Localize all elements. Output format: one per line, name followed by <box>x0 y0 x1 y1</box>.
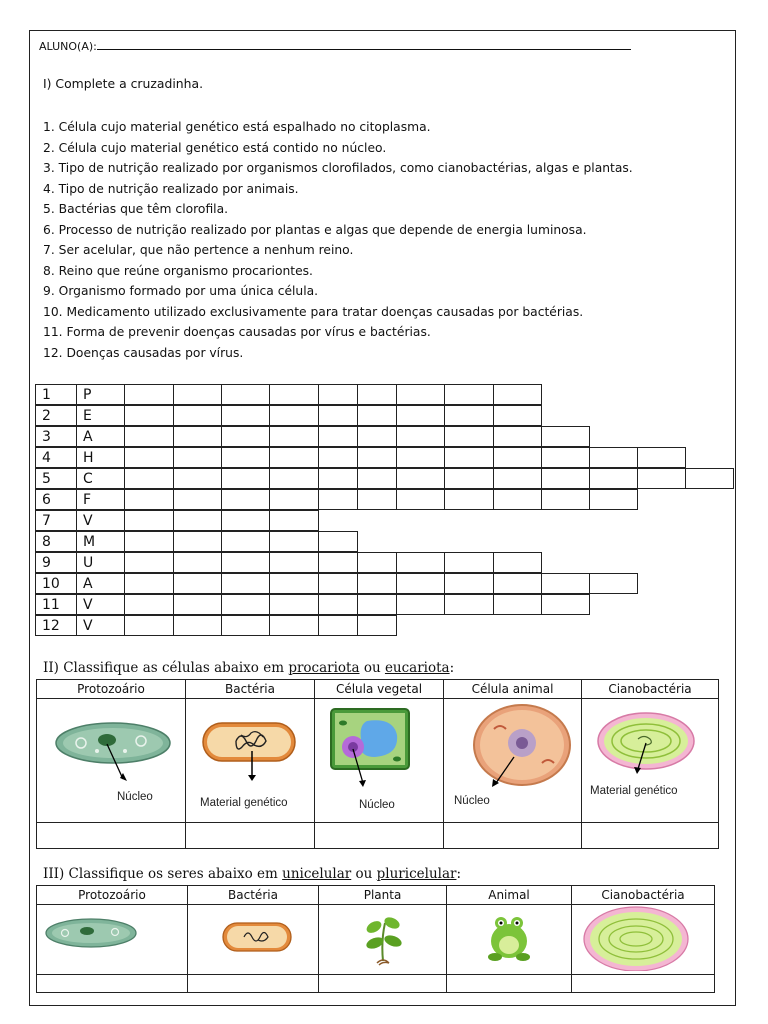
answer-letter-cell[interactable] <box>124 552 174 573</box>
answer-letter-cell[interactable] <box>589 447 638 468</box>
header-cianobacteria: Cianobactéria <box>582 680 719 699</box>
first-letter-cell: H <box>76 447 125 468</box>
answer-letter-cell[interactable] <box>221 573 270 594</box>
section3-title <box>43 866 461 882</box>
section2-title-text: II) Classifique as células abaixo em <box>43 660 289 676</box>
answer-letter-cell[interactable] <box>396 426 445 447</box>
answer-letter-cell[interactable] <box>269 405 319 426</box>
bacteria-genetic-material-label: Material genético <box>200 797 288 809</box>
clue-number-cell: 2 <box>35 405 77 426</box>
answer-letter-cell[interactable] <box>541 594 590 615</box>
first-letter-cell: U <box>76 552 125 573</box>
answer-letter-cell[interactable] <box>493 426 542 447</box>
header-celula-animal: Célula animal <box>444 680 582 699</box>
answer-letter-cell[interactable] <box>221 468 270 489</box>
plant-image-cell <box>319 905 447 975</box>
answer-letter-cell[interactable] <box>493 447 542 468</box>
clue-number-cell: 6 <box>35 489 77 510</box>
answer-letter-cell[interactable] <box>221 384 270 405</box>
answer-letter-cell[interactable] <box>269 489 319 510</box>
clue-item: 8. Reino que reúne organismo procariontes. <box>43 263 313 278</box>
bacteria-image-cell <box>186 699 315 823</box>
answer-letter-cell[interactable] <box>269 573 319 594</box>
answer-letter-cell[interactable] <box>124 615 174 636</box>
header-celula-vegetal: Célula vegetal <box>315 680 444 699</box>
answer-letter-cell[interactable] <box>493 552 542 573</box>
answer-letter-cell[interactable] <box>269 510 319 531</box>
answer-cell-celula-vegetal[interactable] <box>315 823 444 849</box>
answer-letter-cell[interactable] <box>124 573 174 594</box>
answer-letter-cell[interactable] <box>541 426 590 447</box>
answer-letter-cell[interactable] <box>269 426 319 447</box>
answer-letter-cell[interactable] <box>396 384 445 405</box>
clue-list <box>43 117 633 363</box>
student-name-line[interactable] <box>97 39 631 50</box>
answer-letter-cell[interactable] <box>124 489 174 510</box>
first-letter-cell: V <box>76 615 125 636</box>
first-letter-cell: A <box>76 573 125 594</box>
protozoan-image-cell <box>37 699 186 823</box>
section3-suffix: : <box>456 866 462 882</box>
answer-letter-cell[interactable] <box>357 573 397 594</box>
first-letter-cell: A <box>76 426 125 447</box>
plant-cell-image-cell <box>315 699 444 823</box>
answer-letter-cell[interactable] <box>444 405 494 426</box>
clue-number-cell: 10 <box>35 573 77 594</box>
answer-letter-cell[interactable] <box>124 468 174 489</box>
header-protozoario: Protozoário <box>37 886 188 905</box>
answer-letter-cell[interactable] <box>173 405 222 426</box>
header-cianobacteria: Cianobactéria <box>572 886 715 905</box>
answer-letter-cell[interactable] <box>318 615 358 636</box>
answer-letter-cell[interactable] <box>637 447 686 468</box>
answer-letter-cell[interactable] <box>444 447 494 468</box>
answer-letter-cell[interactable] <box>444 384 494 405</box>
answer-letter-cell[interactable] <box>444 594 494 615</box>
header-bacteria: Bactéria <box>188 886 319 905</box>
clue-item: 12. Doenças causadas por vírus. <box>43 345 244 360</box>
answer-letter-cell[interactable] <box>269 531 319 552</box>
clue-item: 7. Ser acelular, que não pertence a nenhum reino. <box>43 243 354 257</box>
answer-letter-cell[interactable] <box>357 468 397 489</box>
answer-letter-cell[interactable] <box>444 468 494 489</box>
answer-cell-protozoario[interactable] <box>37 975 188 993</box>
answer-cell-cianobacteria[interactable] <box>582 823 719 849</box>
answer-letter-cell[interactable] <box>357 384 397 405</box>
cyanobacteria-image-cell <box>572 905 715 975</box>
section3-title-text: III) Classifique os seres abaixo em <box>43 866 283 882</box>
cyanobacteria-illustration <box>582 699 718 819</box>
student-name-field[interactable] <box>39 39 631 53</box>
answer-letter-cell[interactable] <box>589 573 638 594</box>
plant-illustration <box>319 905 446 971</box>
clue-item: 3. Tipo de nutrição realizado por organismos clorofilados, como cianobactérias, algas e plantas. <box>43 161 633 175</box>
protozoan-illustration <box>37 905 187 971</box>
clue-item: 10. Medicamento utilizado exclusivamente para tratar doenças causadas por bactérias. <box>43 304 584 319</box>
protozoan-nucleus-label: Núcleo <box>117 791 153 803</box>
answer-letter-cell[interactable] <box>589 468 638 489</box>
clue-item: 6. Processo de nutrição realizado por plantas e algas que depende de energia luminosa. <box>43 222 587 237</box>
section2-title <box>43 660 454 676</box>
answer-letter-cell[interactable] <box>493 405 542 426</box>
clue-item: 9. Organismo formado por uma única célula. <box>43 284 319 298</box>
answer-letter-cell[interactable] <box>318 594 358 615</box>
answer-letter-cell[interactable] <box>493 384 542 405</box>
answer-letter-cell[interactable] <box>541 489 590 510</box>
organism-classification-table <box>36 885 715 993</box>
frog-illustration <box>447 905 571 971</box>
answer-letter-cell[interactable] <box>173 447 222 468</box>
answer-letter-cell[interactable] <box>221 615 270 636</box>
clue-item: 4. Tipo de nutrição realizado por animais. <box>43 181 299 196</box>
first-letter-cell: C <box>76 468 125 489</box>
protozoan-illustration <box>37 699 185 819</box>
answer-letter-cell[interactable] <box>124 447 174 468</box>
answer-letter-cell[interactable] <box>357 594 397 615</box>
answer-letter-cell[interactable] <box>357 426 397 447</box>
first-letter-cell: V <box>76 510 125 531</box>
answer-letter-cell[interactable] <box>221 405 270 426</box>
answer-letter-cell[interactable] <box>318 468 358 489</box>
answer-letter-cell[interactable] <box>221 426 270 447</box>
answer-letter-cell[interactable] <box>357 447 397 468</box>
answer-letter-cell[interactable] <box>357 405 397 426</box>
student-name-label: ALUNO(A): <box>39 40 97 53</box>
answer-letter-cell[interactable] <box>444 552 494 573</box>
answer-letter-cell[interactable] <box>318 405 358 426</box>
answer-letter-cell[interactable] <box>221 594 270 615</box>
answer-letter-cell[interactable] <box>124 405 174 426</box>
animal-cell-nucleus-label: Núcleo <box>454 795 490 807</box>
answer-letter-cell[interactable] <box>269 447 319 468</box>
answer-letter-cell[interactable] <box>173 489 222 510</box>
cyanobacteria-image-cell <box>582 699 719 823</box>
answer-letter-cell[interactable] <box>173 510 222 531</box>
header-animal: Animal <box>447 886 572 905</box>
cell-classification-table <box>36 679 719 849</box>
option-eucariota: eucariota <box>384 660 450 676</box>
answer-letter-cell[interactable] <box>221 510 270 531</box>
option-pluricelular: pluricelular <box>376 866 457 882</box>
answer-letter-cell[interactable] <box>396 552 445 573</box>
answer-letter-cell[interactable] <box>173 573 222 594</box>
animal-cell-image-cell <box>444 699 582 823</box>
option-procariota: procariota <box>288 660 360 676</box>
answer-letter-cell[interactable] <box>318 384 358 405</box>
answer-letter-cell[interactable] <box>396 405 445 426</box>
clue-number-cell: 5 <box>35 468 77 489</box>
answer-letter-cell[interactable] <box>173 615 222 636</box>
answer-letter-cell[interactable] <box>396 447 445 468</box>
answer-letter-cell[interactable] <box>396 594 445 615</box>
answer-letter-cell[interactable] <box>357 552 397 573</box>
answer-letter-cell[interactable] <box>685 468 734 489</box>
answer-letter-cell[interactable] <box>541 447 590 468</box>
answer-letter-cell[interactable] <box>318 447 358 468</box>
header-protozoario: Protozoário <box>37 680 186 699</box>
answer-letter-cell[interactable] <box>493 489 542 510</box>
answer-letter-cell[interactable] <box>493 594 542 615</box>
clue-number-cell: 11 <box>35 594 77 615</box>
answer-letter-cell[interactable] <box>589 489 638 510</box>
answer-letter-cell[interactable] <box>444 426 494 447</box>
answer-letter-cell[interactable] <box>493 468 542 489</box>
answer-letter-cell[interactable] <box>173 594 222 615</box>
clue-number-cell: 4 <box>35 447 77 468</box>
clue-number-cell: 7 <box>35 510 77 531</box>
answer-letter-cell[interactable] <box>269 384 319 405</box>
answer-letter-cell[interactable] <box>493 573 542 594</box>
answer-letter-cell[interactable] <box>444 489 494 510</box>
clue-number-cell: 1 <box>35 384 77 405</box>
answer-letter-cell[interactable] <box>221 531 270 552</box>
header-bacteria: Bactéria <box>186 680 315 699</box>
answer-letter-cell[interactable] <box>173 552 222 573</box>
first-letter-cell: M <box>76 531 125 552</box>
clue-number-cell: 8 <box>35 531 77 552</box>
section1-title: I) Complete a cruzadinha. <box>43 76 204 91</box>
answer-cell-cianobacteria[interactable] <box>572 975 715 993</box>
answer-letter-cell[interactable] <box>221 489 270 510</box>
clue-number-cell: 9 <box>35 552 77 573</box>
answer-letter-cell[interactable] <box>124 384 174 405</box>
answer-letter-cell[interactable] <box>396 573 445 594</box>
answer-letter-cell[interactable] <box>318 489 358 510</box>
answer-letter-cell[interactable] <box>637 468 686 489</box>
answer-cell-bacteria[interactable] <box>188 975 319 993</box>
answer-letter-cell[interactable] <box>269 468 319 489</box>
answer-letter-cell[interactable] <box>357 489 397 510</box>
plant-cell-nucleus-label: Núcleo <box>359 799 395 811</box>
first-letter-cell: F <box>76 489 125 510</box>
answer-letter-cell[interactable] <box>173 468 222 489</box>
clue-item: 5. Bactérias que têm clorofila. <box>43 202 229 216</box>
answer-cell-animal[interactable] <box>447 975 572 993</box>
answer-cell-celula-animal[interactable] <box>444 823 582 849</box>
answer-letter-cell[interactable] <box>318 531 358 552</box>
clue-item: 11. Forma de prevenir doenças causadas por vírus e bactérias. <box>43 325 431 339</box>
answer-letter-cell[interactable] <box>173 384 222 405</box>
protozoan-image-cell <box>37 905 188 975</box>
animal-image-cell <box>447 905 572 975</box>
clue-item: 1. Célula cujo material genético está espalhado no citoplasma. <box>43 120 431 134</box>
answer-cell-planta[interactable] <box>319 975 447 993</box>
first-letter-cell: V <box>76 594 125 615</box>
answer-letter-cell[interactable] <box>318 552 358 573</box>
answer-letter-cell[interactable] <box>221 552 270 573</box>
answer-cell-bacteria[interactable] <box>186 823 315 849</box>
answer-cell-protozoario[interactable] <box>37 823 186 849</box>
answer-letter-cell[interactable] <box>221 447 270 468</box>
first-letter-cell: E <box>76 405 125 426</box>
answer-letter-cell[interactable] <box>541 468 590 489</box>
clue-number-cell: 3 <box>35 426 77 447</box>
answer-letter-cell[interactable] <box>396 468 445 489</box>
answer-letter-cell[interactable] <box>124 531 174 552</box>
answer-letter-cell[interactable] <box>396 489 445 510</box>
clue-item: 2. Célula cujo material genético está contido no núcleo. <box>43 140 387 155</box>
section2-connector: ou <box>359 660 385 676</box>
answer-letter-cell[interactable] <box>318 426 358 447</box>
answer-letter-cell[interactable] <box>269 552 319 573</box>
answer-letter-cell[interactable] <box>173 531 222 552</box>
answer-letter-cell[interactable] <box>269 615 319 636</box>
first-letter-cell: P <box>76 384 125 405</box>
answer-letter-cell[interactable] <box>173 426 222 447</box>
section3-connector: ou <box>351 866 377 882</box>
answer-letter-cell[interactable] <box>541 573 590 594</box>
answer-letter-cell[interactable] <box>124 594 174 615</box>
answer-letter-cell[interactable] <box>124 510 174 531</box>
clue-number-cell: 12 <box>35 615 77 636</box>
answer-letter-cell[interactable] <box>269 594 319 615</box>
answer-letter-cell[interactable] <box>124 426 174 447</box>
bacteria-image-cell <box>188 905 319 975</box>
bacteria-illustration <box>188 905 318 971</box>
cyanobacteria-genetic-material-label: Material genético <box>590 785 678 797</box>
section2-suffix: : <box>449 660 455 676</box>
answer-letter-cell[interactable] <box>357 615 397 636</box>
answer-letter-cell[interactable] <box>444 573 494 594</box>
answer-letter-cell[interactable] <box>318 573 358 594</box>
option-unicelular: unicelular <box>282 866 352 882</box>
header-planta: Planta <box>319 886 447 905</box>
cyanobacteria-illustration <box>572 905 714 971</box>
